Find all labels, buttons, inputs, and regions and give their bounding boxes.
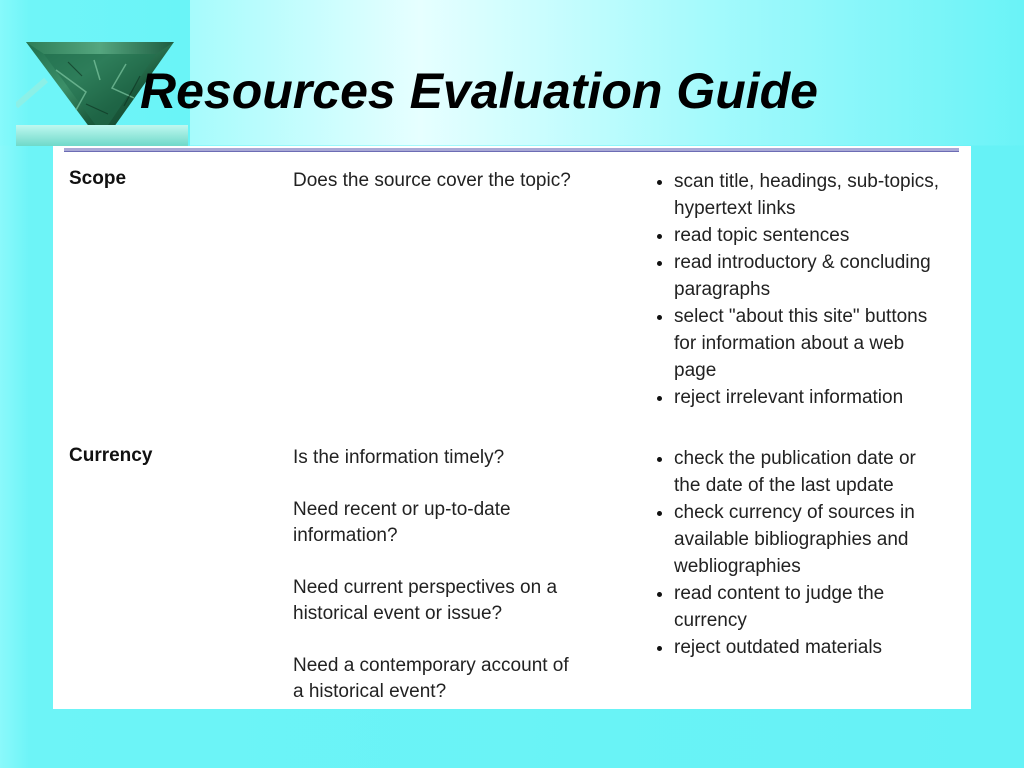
action-list: [655, 445, 945, 661]
slide-title: Resources Evaluation Guide: [140, 63, 818, 119]
action-item: read introductory & concluding paragraphs: [655, 249, 945, 303]
table-top-rule: [64, 148, 959, 152]
question-text: Is the information timely?: [293, 447, 505, 468]
action-item: check the publication date or the date of the last update: [655, 445, 945, 499]
criterion-label: Currency: [69, 445, 153, 466]
question-column: [293, 168, 583, 220]
action-item: check currency of sources in available bibliographies and webliographies: [655, 499, 945, 580]
question-text: Does the source cover the topic?: [293, 170, 571, 191]
question-text: Need current perspectives on a historical event or issue?: [293, 577, 558, 624]
criterion-label: Scope: [69, 168, 127, 189]
question-text: Need a contemporary account of a historical event?: [293, 655, 569, 702]
action-item: reject irrelevant information: [655, 384, 945, 411]
action-item: read content to judge the currency: [655, 580, 945, 634]
action-item: scan title, headings, sub-topics, hypertext links: [655, 168, 945, 222]
action-item: read topic sentences: [655, 222, 945, 249]
question-column: [293, 445, 583, 709]
action-item: reject outdated materials: [655, 634, 945, 661]
question-text: Need recent or up-to-date information?: [293, 499, 511, 546]
action-item: select "about this site" buttons for information about a web page: [655, 303, 945, 384]
action-list: [655, 168, 945, 411]
evaluation-table: [53, 146, 971, 709]
